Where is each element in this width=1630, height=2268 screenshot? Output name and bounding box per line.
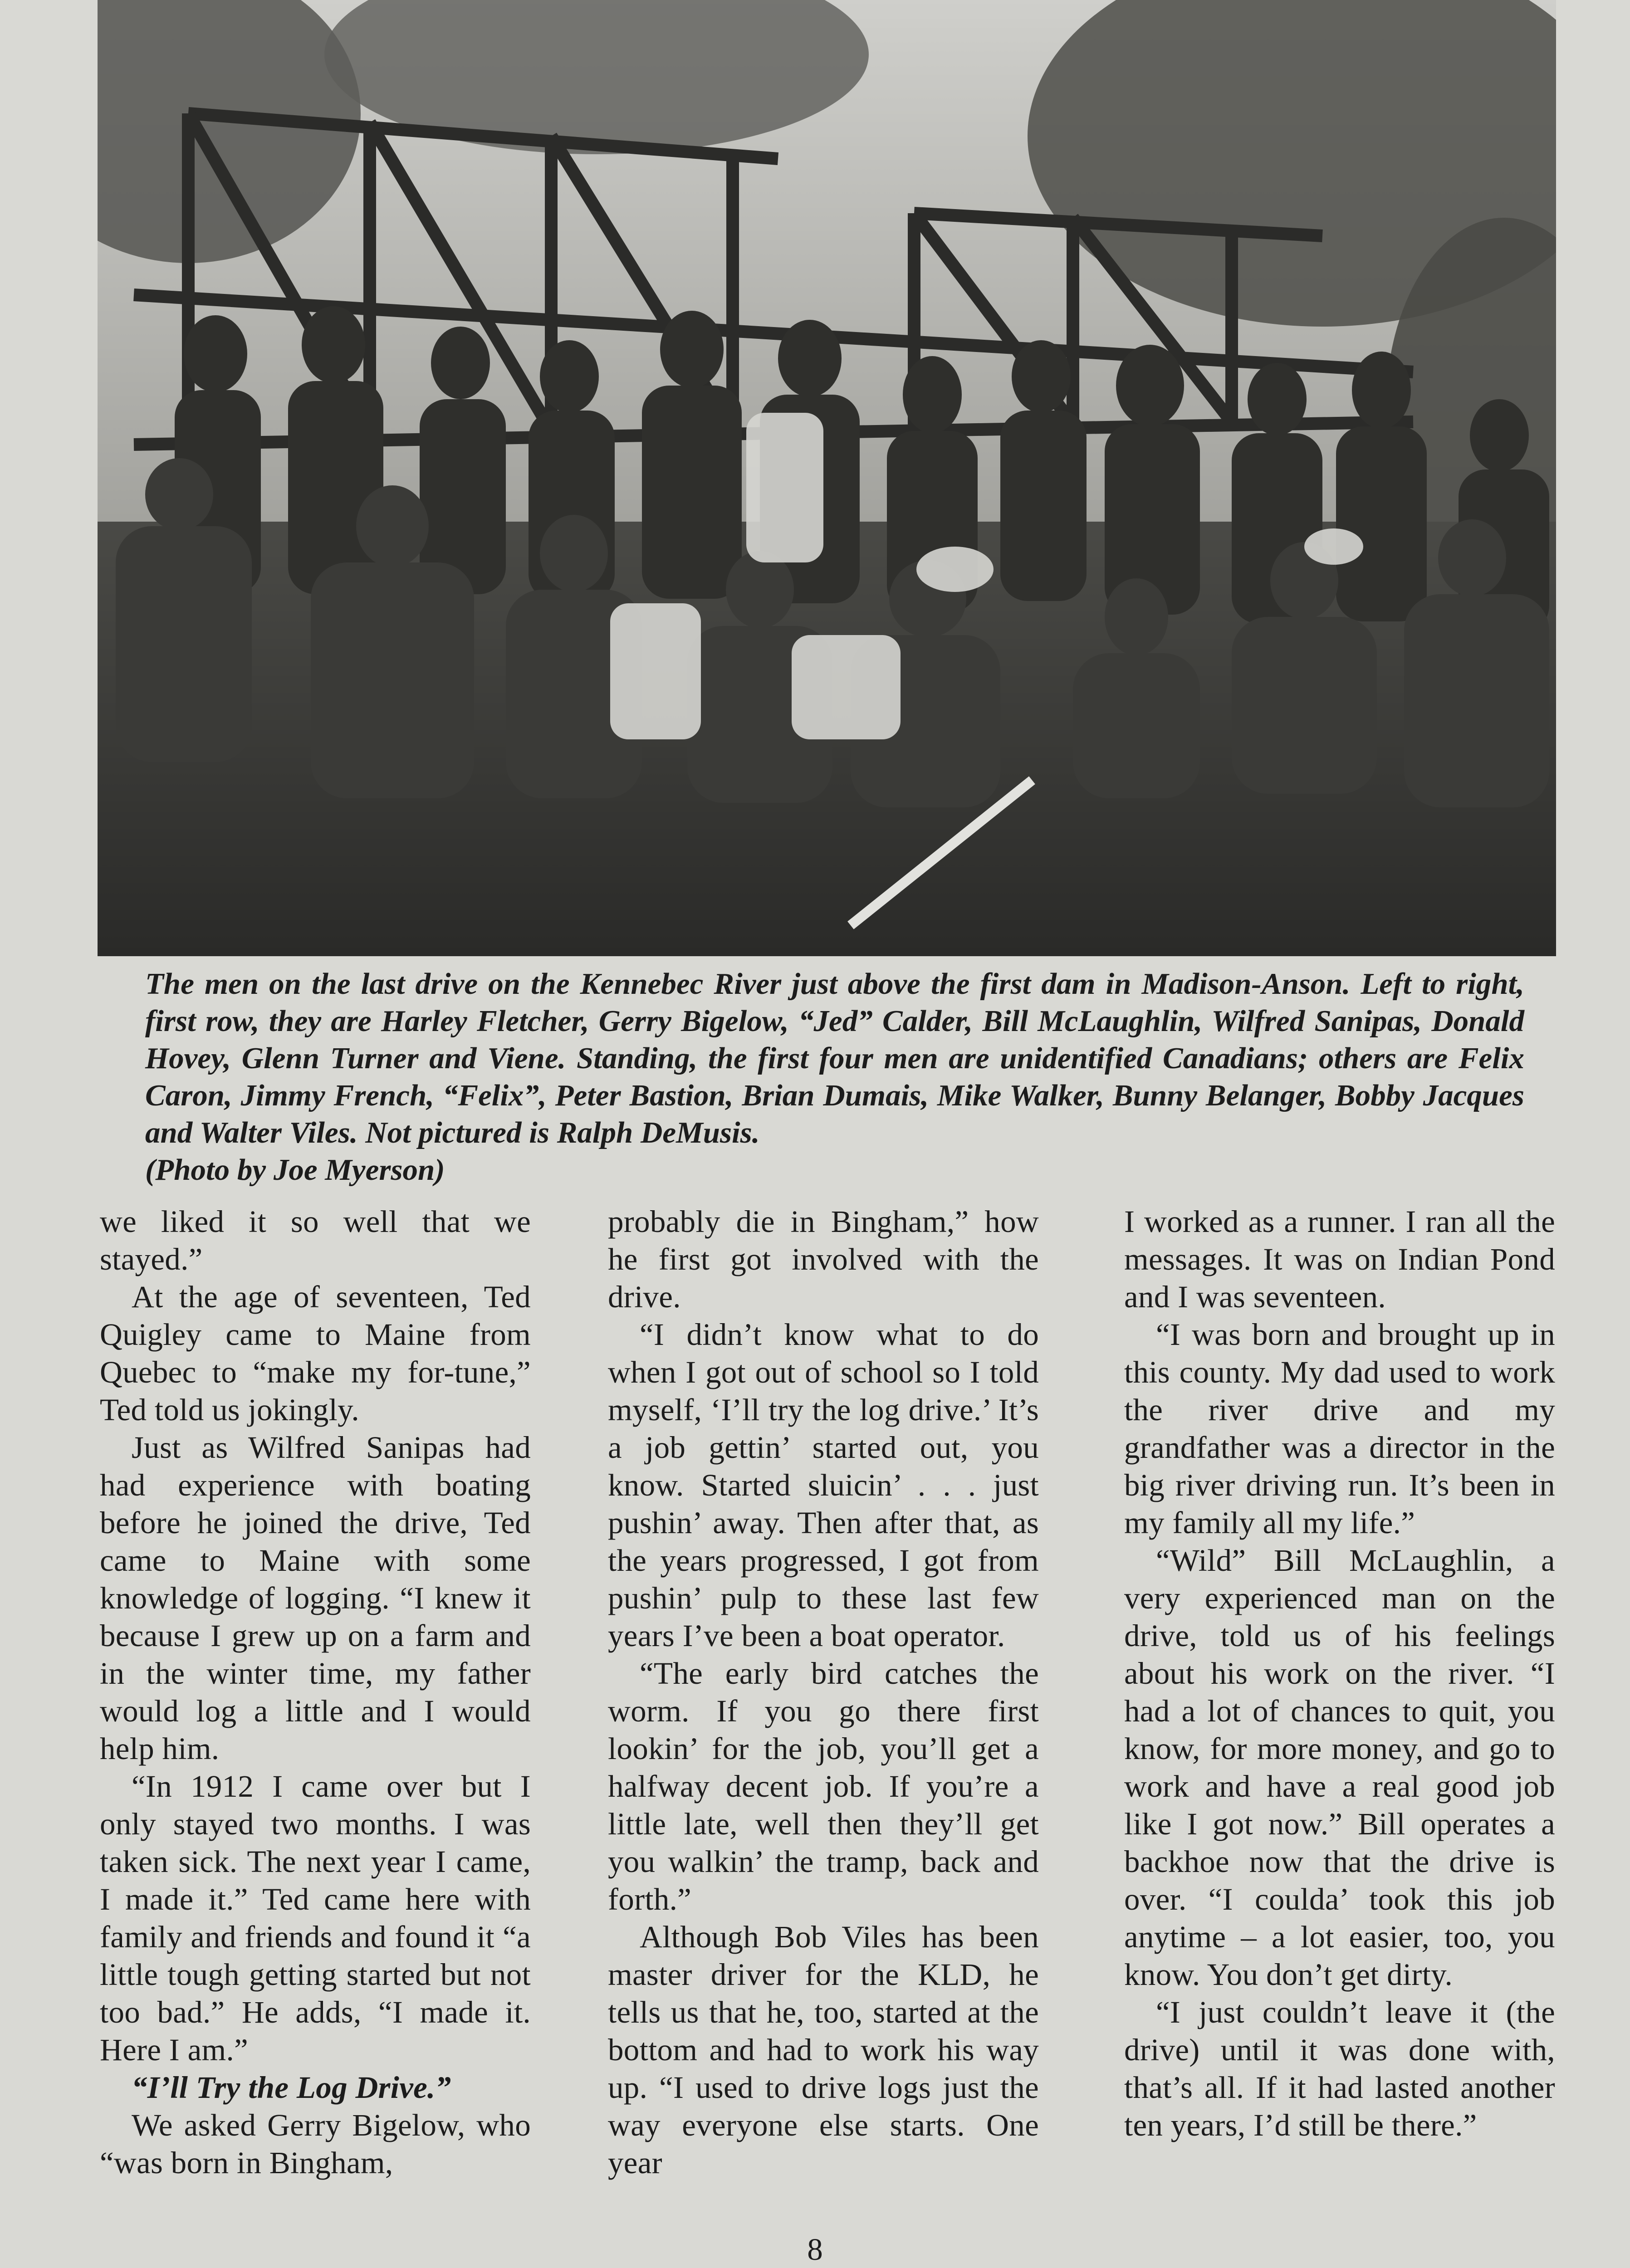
group-photo — [98, 0, 1556, 956]
caption-text: The men on the last drive on the Kennebec River just above the first dam in Madison-Anson. Left to right, first row, they are Harley Fletcher, Gerry Bigelow, “Jed” Calder, Bill McLaughlin, Wilfred Sanipas, Donald Hovey, Glenn Turner and Viene. Standing, the first four men are unidentified Canadians; others are Felix Caron, Jimmy French, “Felix”, Peter Bastion, Brian Dumais, Mike Walker, Bunny Belanger, Bobby Jacques and Walter Viles. Not pictured is Ralph DeMusis. — [145, 967, 1524, 1149]
column-3 — [1124, 1203, 1555, 2144]
group-photo-icon — [98, 0, 1556, 956]
col1-paragraph-2: At the age of seventeen, Ted Quigley came to Maine from Quebec to “make my for-tune,” Ted told us jokingly. — [100, 1280, 531, 1427]
col1-paragraph-5: We asked Gerry Bigelow, who “was born in Bingham, — [100, 2108, 531, 2180]
photo-caption — [145, 965, 1524, 1188]
col1-paragraph-3: Just as Wilfred Sanipas had had experience with boating before he joined the drive, Ted came to Maine with some knowledge of logging. “I knew it because I grew up on a farm and in the winter time, my father would log a little and I would help him. — [100, 1430, 531, 1766]
col3-paragraph-1: I worked as a runner. I ran all the messages. It was on Indian Pond and I was seventeen. — [1124, 1204, 1555, 1314]
col2-paragraph-2: “I didn’t know what to do when I got out of school so I told myself, ‘I’ll try the log drive.’ It’s a job gettin’ started out, you know. Started sluicin’ . . . just pushin’ away. Then after that, as the years progressed, I got from pushin’ pulp to these last few years I’ve been a boat operator. — [608, 1317, 1039, 1653]
col2-paragraph-4: Although Bob Viles has been master driver for the KLD, he tells us that he, too, started at the bottom and had to work his way up. “I used to drive logs just the way everyone else starts. One year — [608, 1920, 1039, 2180]
photo-credit: (Photo by Joe Myerson) — [145, 1153, 445, 1187]
col1-paragraph-1: we liked it so well that we stayed.” — [100, 1204, 531, 1276]
column-1 — [100, 1203, 531, 2182]
col2-paragraph-3: “The early bird catches the worm. If you go there first lookin’ for the job, you’ll get a halfway decent job. If you’re a little late, well then they’ll get you walkin’ the tramp, back and forth.” — [608, 1656, 1039, 1916]
col3-paragraph-2: “I was born and brought up in this county. My dad used to work the river drive and my grandfather was a director in the big river driving run. It’s been in my family all my life.” — [1124, 1317, 1555, 1540]
page-number: 8 — [807, 2232, 823, 2267]
section-subheading: “I’ll Try the Log Drive.” — [132, 2070, 451, 2105]
col1-paragraph-4: “In 1912 I came over but I only stayed two months. I was taken sick. The next year I came, I made it.” Ted came here with family and friends and found it “a little tough getting started but not too bad.” He adds, “I made it. Here I am.” — [100, 1769, 531, 2067]
column-2 — [608, 1203, 1039, 2182]
col3-paragraph-4: “I just couldn’t leave it (the drive) until it was done with, that’s all. If it had lasted another ten years, I’d still be there.” — [1124, 1995, 1555, 2142]
col2-paragraph-1: probably die in Bingham,” how he first got involved with the drive. — [608, 1204, 1039, 1314]
col3-paragraph-3: “Wild” Bill McLaughlin, a very experienced man on the drive, told us of his feelings about his work on the river. “I had a lot of chances to quit, you know, for more money, and go to work and have a real good job like I got now.” Bill operates a backhoe now that the drive is over. “I coulda’ took this job anytime – a lot easier, too, you know. You don’t get dirty. — [1124, 1543, 1555, 1992]
